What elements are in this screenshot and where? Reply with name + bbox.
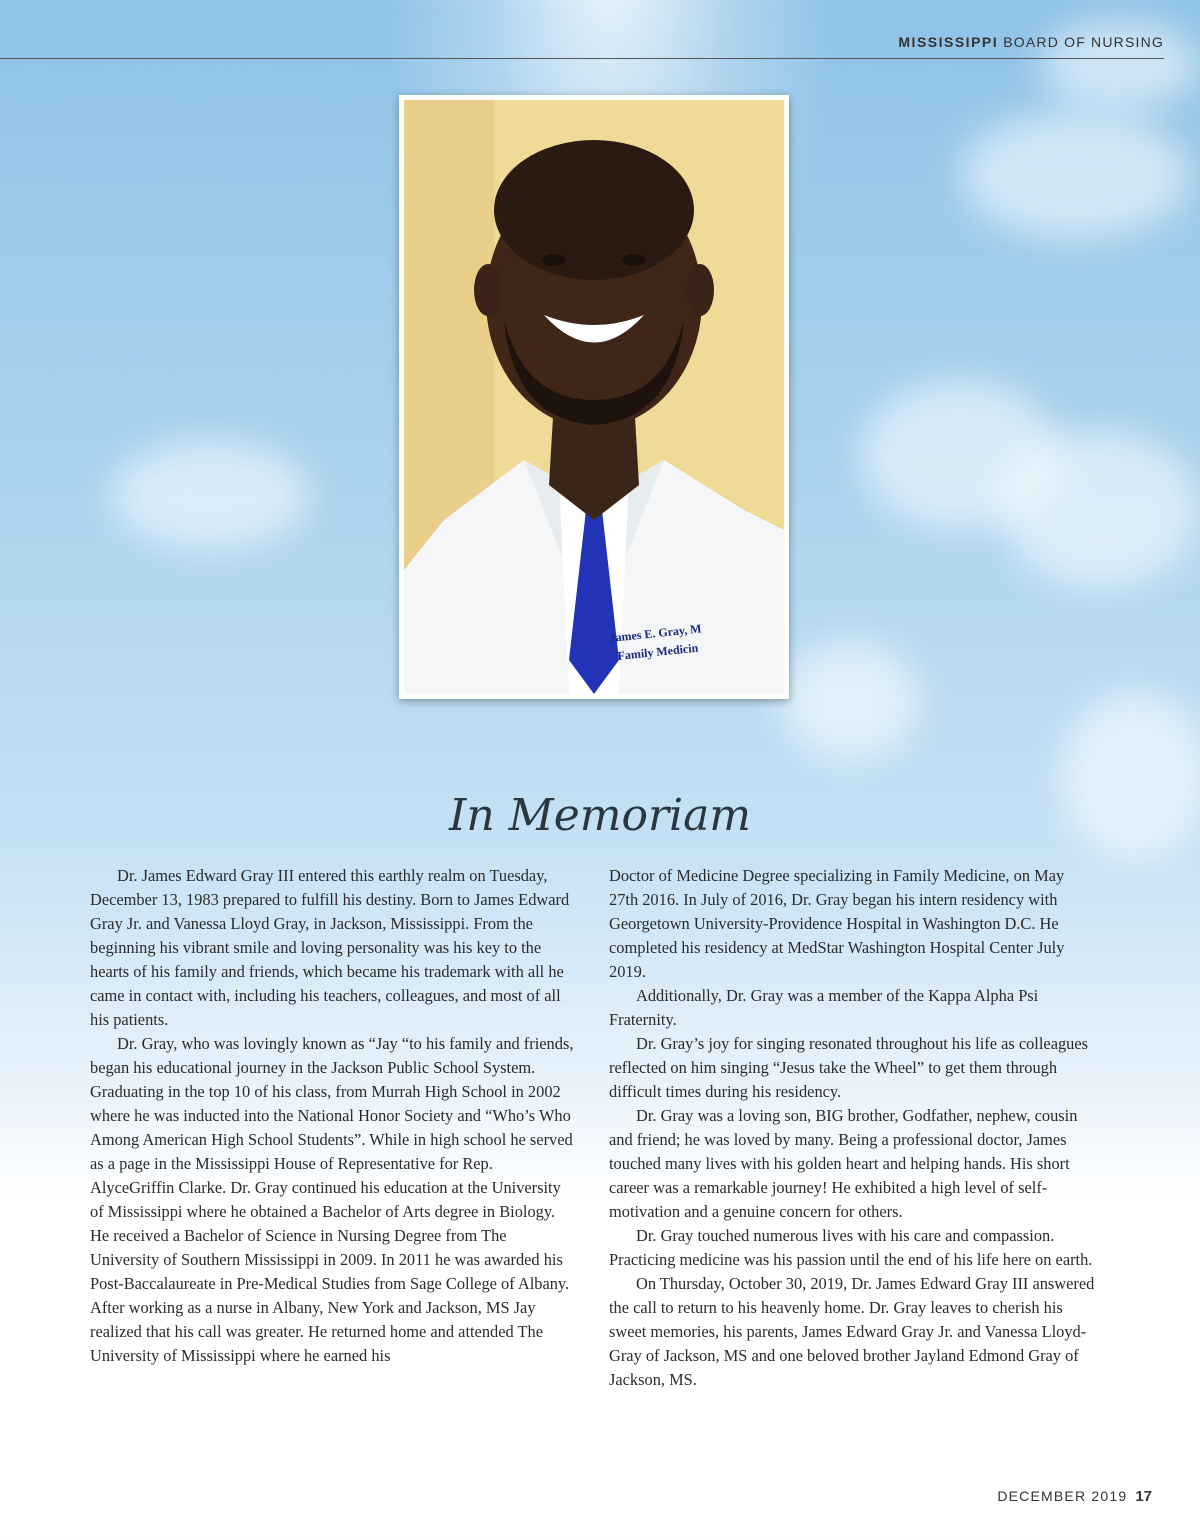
page-number: 17 [1135, 1488, 1152, 1505]
cloud [780, 640, 920, 760]
header-rest: BOARD OF NURSING [1003, 34, 1164, 50]
cloud [110, 440, 310, 550]
cloud [1000, 430, 1200, 590]
header-bold: MISSISSIPPI [898, 34, 999, 50]
paragraph: Doctor of Medicine Degree specializing in Family Medicine, on May 27th 2016. In July of 2016, Dr. Gray began his intern residency with Georgetown University-Providence Hospital in Washington D.C. He completed his residency at MedStar Washington Hospital Center July 2019. [609, 866, 1065, 981]
header-divider [0, 58, 1164, 59]
article-title: In Memoriam [448, 790, 752, 841]
portrait-photo [404, 100, 784, 694]
portrait-illustration [404, 100, 784, 694]
coat-dept-embroidery: Family Medicin [616, 640, 699, 663]
issue-date: DECEMBER 2019 [997, 1488, 1128, 1504]
page-footer [997, 1488, 1152, 1505]
right-column [609, 864, 1097, 1392]
paragraph: Dr. James Edward Gray III entered this earthly realm on Tuesday, December 13, 1983 prepared to fulfill his destiny. Born to James Edward Gray Jr. and Vanessa Lloyd Gray, in Jackson, Mississippi. From the beginning his vibrant smile and loving personality was his key to the hearts of his family and friends, which became his trademark with all he came in contact with, including his teachers, colleagues, and most of all his patients. [90, 866, 570, 1029]
paragraph: Additionally, Dr. Gray was a member of the Kappa Alpha Psi Fraternity. [609, 986, 1039, 1029]
left-column [90, 864, 578, 1368]
cloud [960, 110, 1190, 240]
paragraph: Dr. Gray, who was lovingly known as “Jay “to his family and friends, began his educational journey in the Jackson Public School System. Graduating in the top 10 of his class, from Murrah High School in 2002 where he was inducted into the National Honor Society and “Who’s Who Among American High School Students”. While in high school he served as a page in the Mississippi House of Representative for Rep. AlyceGriffin Clarke. Dr. Gray continued his education at the University of Mississippi where he obtained a Bachelor of Arts degree in Biology. He received a Bachelor of Science in Nursing Degree from The University of Southern Mississippi in 2009. In 2011 he was awarded his Post-Baccalaureate in Pre-Medical Studies from Sage College of Albany. After working as a nurse in Albany, New York and Jackson, MS Jay realized that his call was greater. He returned home and attended The University of Mississippi where he earned his [90, 1034, 574, 1365]
paragraph: Dr. Gray touched numerous lives with his care and compassion. Practicing medicine was his passion until the end of his life here on earth. [609, 1226, 1093, 1269]
paragraph: On Thursday, October 30, 2019, Dr. James Edward Gray III answered the call to return to his heavenly home. Dr. Gray leaves to cherish his sweet memories, his parents, James Edward Gray Jr. and Vanessa Lloyd-Gray of Jackson, MS and one beloved brother Jayland Edmond Gray of Jackson, MS. [609, 1274, 1095, 1389]
paragraph: Dr. Gray was a loving son, BIG brother, Godfather, nephew, cousin and friend; he was loved by many. Being a professional doctor, James touched many lives with his golden heart and helping hands. His short career was a remarkable journey! He exhibited a high level of self-motivation and a genuine concern for others. [609, 1106, 1078, 1221]
portrait-frame [399, 95, 789, 699]
publication-header [898, 34, 1164, 50]
paragraph: Dr. Gray’s joy for singing resonated throughout his life as colleagues reflected on him singing “Jesus take the Wheel” to get them through difficult times during his residency. [609, 1034, 1089, 1101]
coat-name-embroidery: James E. Gray, M [608, 621, 703, 645]
